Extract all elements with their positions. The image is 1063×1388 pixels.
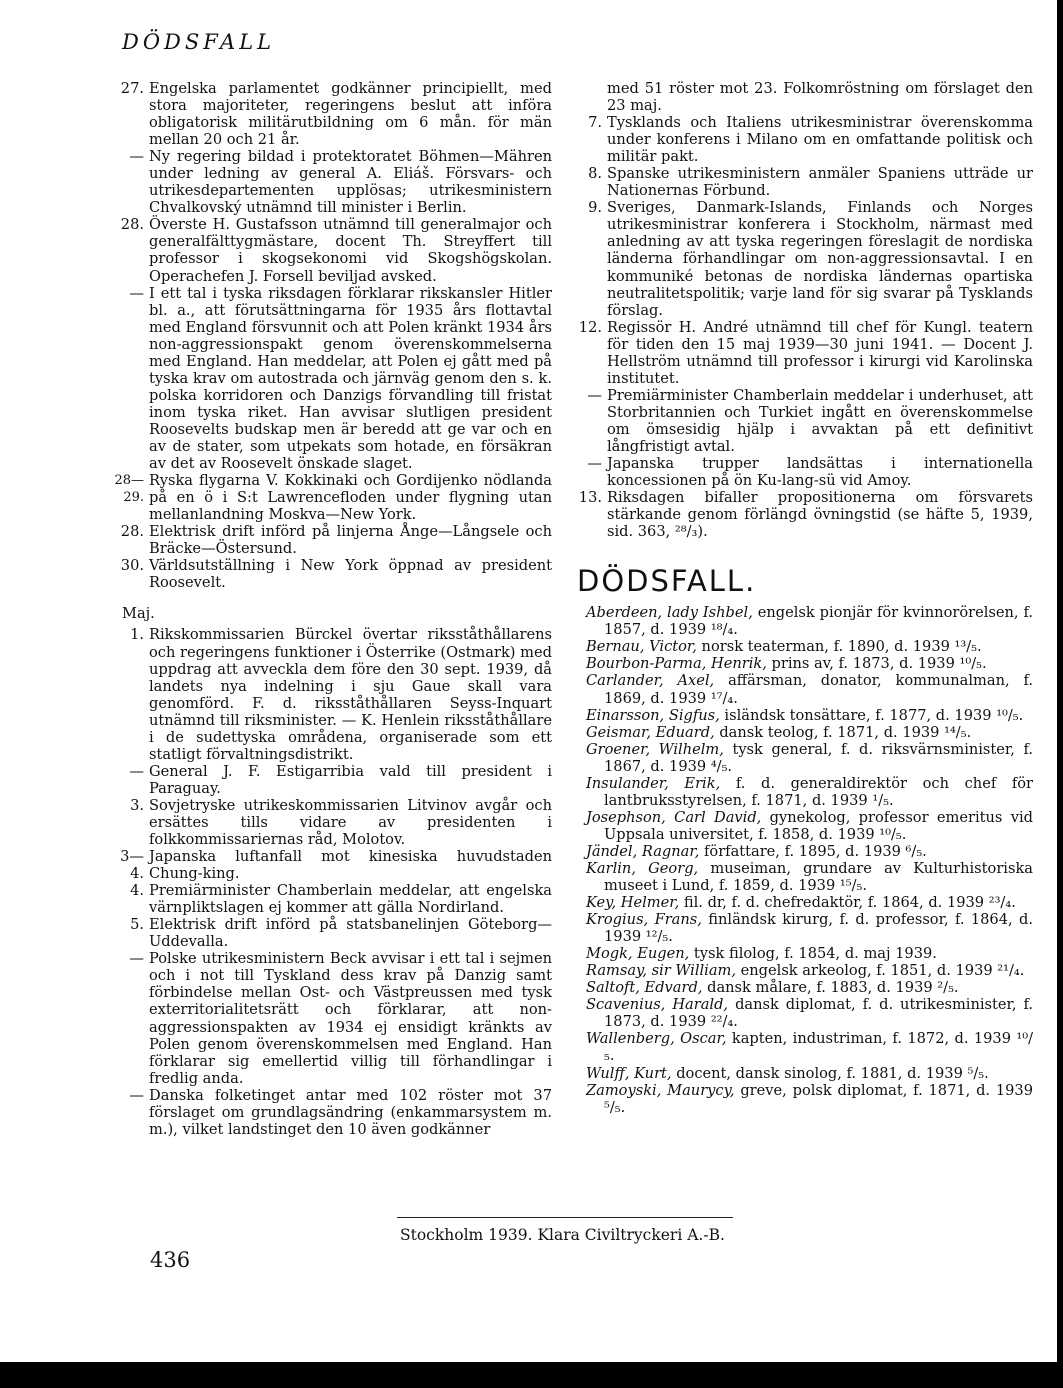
printer-imprint: Stockholm 1939. Klara Civiltryckeri A.-B.: [400, 1226, 725, 1244]
obituary-entry: [578, 672, 1033, 706]
obituary-entry: [578, 945, 1033, 962]
obituary-entry: [578, 979, 1033, 996]
entry-date: 5.: [130, 916, 144, 934]
entry-date: —: [129, 762, 144, 780]
entry-text: Sveriges, Danmark-Islands, Finlands och Norges utrikesministrar konferera i Stockholm, närmast med anledning av att tyska regeringen föreslagit de nordiska länderna förhandlingar om non-aggressionsavtal. I en kommuniké betonas de nordiska ländernas opartiska neutralitetspolitik; varje land för sig svarar på Tysklands förslag.: [607, 199, 1033, 319]
entry-text: Ryska flygarna V. Kokkinaki och Gordijenko nödlanda på en ö i S:t Lawrencefloden under flygning utan mellanlandning Moskva—New York.: [149, 472, 552, 524]
entry-date: —: [587, 386, 602, 404]
obituary-text: affärsman, donator, kommunalman, f. 1869, d. 1939 ¹⁷/₄.: [604, 672, 1034, 707]
obituary-entry: [578, 638, 1033, 655]
obituary-text: dansk teolog, f. 1871, d. 1939 ¹⁴/₅.: [719, 723, 972, 741]
obituary-name: Insulander, Erik,: [586, 774, 721, 792]
left-column: [112, 80, 552, 1138]
scan-edge-right: [1057, 0, 1063, 1388]
obituary-entry: [578, 707, 1033, 724]
chronicle-entry: [112, 848, 552, 882]
entry-text: Tysklands och Italiens utrikesministrar överenskomma under konferens i Milano om en omfattande politisk och militär pakt.: [607, 114, 1033, 166]
obituary-entry: [578, 1030, 1033, 1064]
entry-date: —: [129, 1086, 144, 1104]
obituary-name: Aberdeen, lady Ishbel,: [586, 604, 753, 622]
chronicle-entry: [112, 285, 552, 473]
entry-date: —: [587, 455, 602, 473]
obituary-list: [570, 604, 1033, 1115]
obituary-name: Einarsson, Sigfus,: [586, 706, 720, 724]
entry-text: Spanske utrikesministern anmäler Spaniens utträde ur Nationernas Förbund.: [607, 165, 1033, 200]
entry-date: —: [129, 284, 144, 302]
april-entries: [112, 80, 552, 591]
chronicle-entry: [570, 199, 1033, 318]
chronicle-entry: [570, 387, 1033, 455]
obituary-text: norsk teaterman, f. 1890, d. 1939 ¹³/₅.: [701, 638, 982, 656]
obituary-entry: [578, 1082, 1033, 1116]
chronicle-entry: [112, 1087, 552, 1138]
obituary-text: engelsk arkeolog, f. 1851, d. 1939 ²¹/₄.: [740, 962, 1025, 980]
chronicle-entry: [112, 557, 552, 591]
obituary-name: Josephson, Carl David,: [586, 808, 762, 826]
running-head: DÖDSFALL: [122, 30, 276, 54]
obituary-text: gynekolog, professor emeritus vid Uppsala universitet, f. 1858, d. 1939 ¹⁰/₅.: [604, 808, 1034, 843]
obituary-text: prins av, f. 1873, d. 1939 ¹⁰/₅.: [771, 655, 987, 673]
obituary-text: tysk general, f. d. riksvärnsminister, f. 1867, d. 1939 ⁴/₅.: [604, 740, 1033, 775]
footer-rule: [397, 1217, 733, 1218]
chronicle-entry: [112, 523, 552, 557]
entry-text: Överste H. Gustafsson utnämnd till generalmajor och generalfälttygmästare, docent Th. Streyffert till professor i skogsekonomi vid Skogshögskolan. Operachefen J. Forsell beviljad avsked.: [149, 216, 552, 285]
entry-text: Elektrisk drift införd på statsbanelinjen Göteborg—Uddevalla.: [149, 916, 552, 951]
entry-text: Regissör H. André utnämnd till chef för Kungl. teatern för tiden den 15 maj 1939—30 juni 1941. — Docent J. Hellström utnämnd till professor i kirurgi vid Karolinska institutet.: [607, 318, 1033, 387]
entry-text: Polske utrikesministern Beck avvisar i ett tal i sejmen och i not till Tyskland dess krav på Danzig samt förbindelse mellan Ost- och Västpreussen med tysk exterritorialitetsrätt och förklarar, att non-aggressionspakten av 1934 ej ensidigt kränkts av Polen genom överenskommelsen med England. Han förklarar sig emellertid villig till förhandlingar i fredlig anda.: [149, 950, 552, 1087]
chronicle-entry: [570, 319, 1033, 387]
obituary-entry: [578, 911, 1033, 945]
obituary-text: greve, polsk diplomat, f. 1871, d. 1939 ⁵/₅.: [604, 1081, 1033, 1116]
entry-date: 1.: [130, 626, 144, 644]
entry-date: 7.: [588, 114, 602, 132]
obituary-text: docent, dansk sinolog, f. 1881, d. 1939 ⁵/₅.: [676, 1064, 989, 1082]
obituary-text: tysk filolog, f. 1854, d. maj 1939.: [693, 945, 937, 963]
scan-edge-bottom: [0, 1362, 1063, 1388]
obituary-entry: [578, 724, 1033, 741]
chronicle-entry: [112, 916, 552, 950]
entry-text: Premiärminister Chamberlain meddelar i underhuset, att Storbritannien och Turkiet ingått en överenskommelse om ömsesidig hjälp i avvaktan på ett definitivt långfristigt avtal.: [607, 386, 1033, 455]
obituary-name: Zamoyski, Maurycy,: [586, 1081, 735, 1099]
entry-date: 4.: [130, 882, 144, 900]
obituary-name: Bernau, Victor,: [586, 638, 697, 656]
obituary-text: museiman, grundare av Kulturhistoriska museet i Lund, f. 1859, d. 1939 ¹⁵/₅.: [604, 859, 1033, 895]
chronicle-entry: [112, 216, 552, 284]
obituary-text: dansk målare, f. 1883, d. 1939 ²/₅.: [707, 979, 959, 997]
obituary-name: Bourbon-Parma, Henrik,: [586, 655, 767, 673]
entry-date: 9.: [588, 199, 602, 217]
entry-date: 3—4.: [120, 848, 144, 883]
obituary-entry: [578, 1065, 1033, 1082]
chronicle-entry: [112, 80, 552, 148]
entry-text: Danska folketinget antar med 102 röster mot 37 förslaget om grundlagsändring (enkammarsystem m. m.), vilket landstinget den 10 även godkänner: [149, 1086, 552, 1138]
obituary-entry: [578, 741, 1033, 775]
entry-date: 27.: [120, 80, 144, 97]
obituary-entry: [578, 894, 1033, 911]
entry-date: 28.: [120, 216, 144, 234]
obituary-name: Saltoft, Edvard,: [586, 979, 703, 997]
chronicle-entry: [570, 489, 1033, 540]
obituary-name: Groener, Wilhelm,: [586, 740, 724, 758]
entry-date: —: [129, 950, 144, 968]
entry-text: med 51 röster mot 23. Folkomröstning om förslaget den 23 maj.: [607, 80, 1033, 115]
entry-date: 30.: [120, 557, 144, 575]
may-entries: [112, 626, 552, 1137]
obituary-name: Krogius, Frans,: [586, 911, 702, 929]
chronicle-entry: [570, 165, 1033, 199]
page-number: 436: [150, 1248, 191, 1272]
chronicle-entry: [112, 148, 552, 216]
obituary-name: Karlin, Georg,: [586, 859, 699, 877]
entry-text: Japanska luftanfall mot kinesiska huvudstaden Chung-king.: [149, 848, 552, 883]
chronicle-entry: [112, 626, 552, 762]
entry-date: 12.: [578, 318, 602, 336]
obituary-text: kapten, industriman, f. 1872, d. 1939 ¹⁰/₅.: [604, 1030, 1034, 1065]
obituary-name: Jändel, Ragnar,: [586, 842, 700, 860]
chronicle-entry: [112, 472, 552, 523]
chronicle-entry: [112, 882, 552, 916]
chronicle-entry: [112, 950, 552, 1086]
obituary-entry: [578, 843, 1033, 860]
entry-text: Engelska parlamentet godkänner principiellt, med stora majoriteter, regeringens beslut att införa obligatorisk militärutbildning om 6 mån. för män mellan 20 och 21 år.: [149, 80, 552, 149]
obituary-name: Scavenius, Harald,: [586, 996, 729, 1014]
obituary-name: Wallenberg, Oscar,: [586, 1030, 727, 1048]
obituary-name: Geismar, Eduard,: [586, 723, 715, 741]
entry-date: 28—29.: [114, 473, 144, 506]
entry-text: Världsutställning i New York öppnad av president Roosevelt.: [149, 557, 552, 592]
chronicle-entry: [112, 797, 552, 848]
entry-text: Premiärminister Chamberlain meddelar, att engelska värnpliktslagen ej kommer att gälla Nordirland.: [149, 882, 552, 917]
entry-date: —: [129, 148, 144, 166]
entry-text: Riksdagen bifaller propositionerna om försvarets stärkande genom förlängd övningstid (se häfte 5, 1939, sid. 363, ²⁸/₃).: [607, 489, 1033, 541]
entry-text: Japanska trupper landsättas i internationella koncessionen på ön Ku-lang-sü vid Amoy.: [607, 455, 1033, 490]
obituary-entry: [578, 775, 1033, 809]
obituary-entry: [578, 809, 1033, 843]
obituary-text: fil. dr, f. d. chefredaktör, f. 1864, d. 1939 ²³/₄.: [683, 894, 1016, 912]
obituary-entry: [578, 962, 1033, 979]
obituary-name: Mogk, Eugen,: [586, 945, 690, 963]
entry-text: I ett tal i tyska riksdagen förklarar rikskansler Hitler bl. a., att förutsättningarna för 1935 års flottavtal med England försvunnit och att Polen kränkt 1934 års non-aggressionspakt genom överenskommelserna med England. Han meddelar, att Polen ej gått med på tyska krav om autostrada och järnväg genom den s. k. polska korridoren och Danzigs förvandling till fristat inom tyska riket. Han avvisar slutligen president Roosevelts budskap men är beredd att ge var och en av de stater, som utpekats som hotade, en försäkran av det av Roosevelt önskade slaget.: [149, 284, 552, 473]
obituary-name: Key, Helmer,: [586, 894, 680, 912]
entry-text: Rikskommissarien Bürckel övertar riksståthållarens och regeringens funktioner i Österrike (Ostmark) med uppdrag att avveckla dem före den 30 sept. 1939, då landets nya indelning i sju Gaue skall vara genomförd. F. d. riksståthållaren Seyss-Inquart utnämnd till riksminister. — K. Henlein riksståthållare i de sudettyska områdena, organiserade som ett statligt förvaltningsdistrikt.: [149, 626, 552, 763]
entry-date: 13.: [578, 489, 602, 507]
entry-text: Sovjetryske utrikeskommissarien Litvinov avgår och ersättes tills vidare av presidenten i folkkommissariernas råd, Molotov.: [149, 796, 552, 849]
obituary-text: författare, f. 1895, d. 1939 ⁶/₅.: [704, 842, 927, 860]
entry-date: 3.: [130, 796, 144, 814]
entry-text: Ny regering bildad i protektoratet Böhmen—Mähren under ledning av general A. Eliáš. Försvars- och utrikesdepartementen upplösas; utrikesministern Chvalkovský utnämnd till minister i Berlin.: [149, 148, 552, 217]
obituary-name: Carlander, Axel,: [586, 672, 715, 690]
chronicle-entry: [570, 455, 1033, 489]
right-column: [570, 80, 1033, 1116]
chronicle-entry: [112, 763, 552, 797]
obituary-text: engelsk pionjär för kvinnorörelsen, f. 1857, d. 1939 ¹⁸/₄.: [604, 604, 1033, 639]
section-heading: DÖDSFALL.: [577, 564, 757, 599]
entry-date: 8.: [588, 165, 602, 183]
obituary-text: isländsk tonsättare, f. 1877, d. 1939 ¹⁰/₅.: [724, 706, 1024, 724]
obituary-name: Wulff, Kurt,: [586, 1064, 672, 1082]
obituary-entry: [578, 655, 1033, 672]
entry-date: 28.: [120, 523, 144, 541]
obituary-text: dansk diplomat, f. d. utrikesminister, f. 1873, d. 1939 ²²/₄.: [604, 996, 1034, 1031]
obituary-entry: [578, 996, 1033, 1030]
chronicle-entry: [570, 114, 1033, 165]
month-heading: Maj.: [122, 605, 155, 623]
obituary-name: Ramsay, sir William,: [586, 962, 736, 980]
obituary-text: f. d. generaldirektör och chef för lantbruksstyrelsen, f. 1871, d. 1939 ¹/₅.: [604, 774, 1034, 809]
obituary-entry: [578, 860, 1033, 894]
obituary-entry: [578, 604, 1033, 638]
continued-entry: [570, 80, 1033, 114]
entry-text: General J. F. Estigarribia vald till president i Paraguay.: [149, 762, 552, 797]
obituary-text: finländsk kirurg, f. d. professor, f. 1864, d. 1939 ¹²/₅.: [604, 911, 1033, 946]
entry-text: Elektrisk drift införd på linjerna Ånge—Långsele och Bräcke—Östersund.: [149, 523, 552, 558]
